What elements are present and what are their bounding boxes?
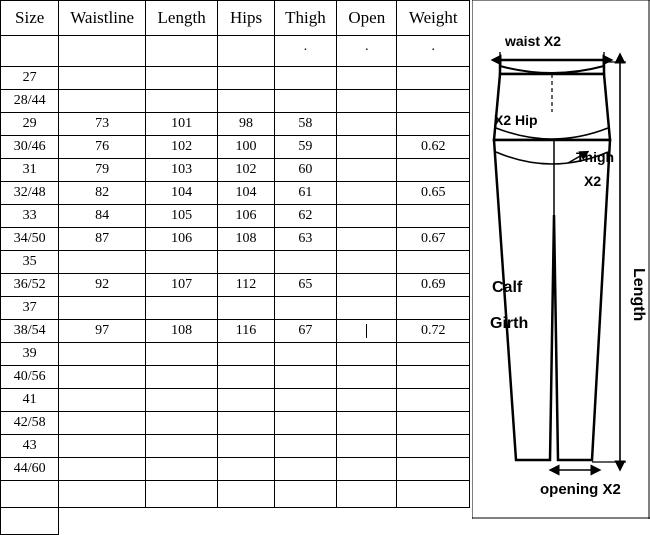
- cell-weight: 0.65: [397, 182, 470, 205]
- cell-thigh: [274, 90, 336, 113]
- cell-weight: [397, 205, 470, 228]
- label-girth: Girth: [490, 315, 529, 332]
- cell-length: 101: [145, 113, 217, 136]
- cell-thigh: [274, 366, 336, 389]
- label-length: Length: [630, 268, 647, 322]
- cell-weight: [397, 251, 470, 274]
- cell-waistline: 84: [59, 205, 146, 228]
- table-row[interactable]: [1, 274, 470, 297]
- cell-size: [1, 481, 59, 508]
- cell-length: [145, 508, 217, 535]
- cell-thigh: [274, 297, 336, 320]
- table-body: [1, 36, 470, 535]
- cell-waistline: [59, 36, 146, 67]
- cell-open: [337, 508, 397, 535]
- cell-open: [337, 274, 397, 297]
- label-opening: opening X2: [540, 481, 621, 498]
- cell-hips: [218, 67, 274, 90]
- cell-waistline: 82: [59, 182, 146, 205]
- cell-thigh: 61: [274, 182, 336, 205]
- cell-weight: [397, 508, 470, 535]
- cell-hips: [218, 366, 274, 389]
- cell-open: [337, 481, 397, 508]
- cell-weight: [397, 458, 470, 481]
- table-blank-row: [1, 508, 470, 535]
- cell-size: 41: [1, 389, 59, 412]
- cell-size: 33: [1, 205, 59, 228]
- cell-size: 42/58: [1, 412, 59, 435]
- text-cursor: [366, 324, 367, 338]
- cell-weight: [397, 435, 470, 458]
- table-row[interactable]: [1, 113, 470, 136]
- table-row[interactable]: [1, 297, 470, 320]
- waistband-shape: [500, 60, 604, 74]
- cell-waistline: [59, 481, 146, 508]
- cell-thigh: 63: [274, 228, 336, 251]
- table-row[interactable]: [1, 182, 470, 205]
- cell-waistline: 92: [59, 274, 146, 297]
- cell-size: 38/54: [1, 320, 59, 343]
- cell-waistline: [59, 435, 146, 458]
- column-header-thigh: Thigh: [274, 1, 336, 36]
- cell-open: [337, 67, 397, 90]
- cell-thigh: 67: [274, 320, 336, 343]
- cell-thigh: ·: [274, 36, 336, 67]
- cell-waistline: [59, 412, 146, 435]
- table-row[interactable]: [1, 159, 470, 182]
- cell-weight: [397, 481, 470, 508]
- table-row[interactable]: [1, 412, 470, 435]
- cell-weight: [397, 366, 470, 389]
- cell-size: 36/52: [1, 274, 59, 297]
- cell-hips: [218, 435, 274, 458]
- cell-waistline: 73: [59, 113, 146, 136]
- cell-thigh: 59: [274, 136, 336, 159]
- cell-hips: [218, 343, 274, 366]
- cell-size: 34/50: [1, 228, 59, 251]
- column-header-waistline: Waistline: [59, 1, 146, 36]
- cell-thigh: [274, 389, 336, 412]
- cell-waistline: 79: [59, 159, 146, 182]
- cell-waistline: [59, 366, 146, 389]
- cell-size: 27: [1, 67, 59, 90]
- cell-open: [337, 412, 397, 435]
- cell-weight: [397, 412, 470, 435]
- cell-waistline: [59, 508, 146, 535]
- table-row[interactable]: [1, 251, 470, 274]
- cell-open: [337, 343, 397, 366]
- table-row[interactable]: [1, 136, 470, 159]
- cell-open: [337, 366, 397, 389]
- diagram-svg: [472, 0, 650, 519]
- cell-weight: [397, 90, 470, 113]
- cell-length: [145, 67, 217, 90]
- cell-hips: [218, 251, 274, 274]
- cell-thigh: [274, 458, 336, 481]
- cell-length: [145, 481, 217, 508]
- table-row[interactable]: [1, 205, 470, 228]
- cell-thigh: 58: [274, 113, 336, 136]
- table-spacer-row: [1, 36, 470, 67]
- cell-length: [145, 36, 217, 67]
- cell-open: [337, 435, 397, 458]
- cell-thigh: 60: [274, 159, 336, 182]
- cell-weight: 0.62: [397, 136, 470, 159]
- table-blank-row: [1, 481, 470, 508]
- cell-hips: [218, 508, 274, 535]
- cell-length: [145, 343, 217, 366]
- table-row[interactable]: [1, 343, 470, 366]
- cell-weight: 0.72: [397, 320, 470, 343]
- table-row[interactable]: [1, 458, 470, 481]
- cell-hips: 98: [218, 113, 274, 136]
- cell-open: [337, 389, 397, 412]
- cell-waistline: [59, 389, 146, 412]
- cell-thigh: [274, 251, 336, 274]
- cell-length: 106: [145, 228, 217, 251]
- column-header-size: Size: [1, 1, 59, 36]
- cell-size: [1, 36, 59, 67]
- column-header-hips: Hips: [218, 1, 274, 36]
- cell-open: [337, 205, 397, 228]
- cell-hips: [218, 412, 274, 435]
- cell-waistline: [59, 343, 146, 366]
- cell-open: [337, 458, 397, 481]
- table-header-row: [1, 1, 470, 36]
- column-header-open: Open: [337, 1, 397, 36]
- cell-waistline: 76: [59, 136, 146, 159]
- cell-open: [337, 320, 397, 343]
- cell-waistline: [59, 90, 146, 113]
- cell-length: [145, 458, 217, 481]
- cell-weight: 0.69: [397, 274, 470, 297]
- cell-open: [337, 228, 397, 251]
- cell-length: 104: [145, 182, 217, 205]
- cell-hips: 108: [218, 228, 274, 251]
- cell-size: 31: [1, 159, 59, 182]
- cell-waistline: [59, 458, 146, 481]
- cell-size: 40/56: [1, 366, 59, 389]
- cell-hips: [218, 90, 274, 113]
- cell-open: [337, 182, 397, 205]
- cell-open: [337, 297, 397, 320]
- table-row[interactable]: [1, 366, 470, 389]
- cell-hips: 104: [218, 182, 274, 205]
- cell-length: 105: [145, 205, 217, 228]
- cell-hips: 102: [218, 159, 274, 182]
- column-header-length: Length: [145, 1, 217, 36]
- cell-size: 39: [1, 343, 59, 366]
- cell-thigh: 65: [274, 274, 336, 297]
- cell-weight: [397, 159, 470, 182]
- cell-weight: [397, 343, 470, 366]
- cell-thigh: 62: [274, 205, 336, 228]
- table-header: [1, 1, 470, 36]
- cell-length: 108: [145, 320, 217, 343]
- column-header-weight: Weight: [397, 1, 470, 36]
- table-row[interactable]: [1, 320, 470, 343]
- label-calf: Calf: [492, 279, 523, 296]
- cell-thigh: [274, 435, 336, 458]
- cell-weight: [397, 113, 470, 136]
- cell-waistline: [59, 297, 146, 320]
- cell-size: 35: [1, 251, 59, 274]
- cell-length: [145, 251, 217, 274]
- cell-thigh: [274, 481, 336, 508]
- cell-hips: 106: [218, 205, 274, 228]
- cell-thigh: [274, 412, 336, 435]
- cell-waistline: [59, 67, 146, 90]
- table-row[interactable]: [1, 389, 470, 412]
- trousers-measurement-diagram: [472, 0, 650, 519]
- cell-weight: 0.67: [397, 228, 470, 251]
- cell-size: [1, 508, 59, 535]
- cell-hips: [218, 297, 274, 320]
- table-row[interactable]: [1, 90, 470, 113]
- cell-weight: [397, 67, 470, 90]
- cell-open: [337, 251, 397, 274]
- cell-thigh: [274, 343, 336, 366]
- cell-size: 43: [1, 435, 59, 458]
- table-row[interactable]: [1, 67, 470, 90]
- label-waist: waist X2: [505, 33, 562, 49]
- cell-open: [337, 90, 397, 113]
- cell-size: 32/48: [1, 182, 59, 205]
- cell-thigh: [274, 508, 336, 535]
- cell-size: 44/60: [1, 458, 59, 481]
- label-thigh: Thigh: [576, 149, 615, 165]
- cell-hips: [218, 36, 274, 67]
- cell-size: 37: [1, 297, 59, 320]
- table-row[interactable]: [1, 228, 470, 251]
- cell-length: 107: [145, 274, 217, 297]
- cell-open: [337, 113, 397, 136]
- cell-length: [145, 389, 217, 412]
- cell-size: 30/46: [1, 136, 59, 159]
- cell-length: 102: [145, 136, 217, 159]
- cell-size: 29: [1, 113, 59, 136]
- cell-length: [145, 297, 217, 320]
- cell-length: [145, 366, 217, 389]
- cell-weight: [397, 389, 470, 412]
- cell-size: 28/44: [1, 90, 59, 113]
- cell-hips: 100: [218, 136, 274, 159]
- cell-length: [145, 90, 217, 113]
- cell-weight: [397, 297, 470, 320]
- table-row[interactable]: [1, 435, 470, 458]
- cell-waistline: 97: [59, 320, 146, 343]
- cell-waistline: [59, 251, 146, 274]
- cell-open: [337, 159, 397, 182]
- cell-open: [337, 136, 397, 159]
- cell-open: ·: [337, 36, 397, 67]
- cell-length: [145, 412, 217, 435]
- cell-hips: 116: [218, 320, 274, 343]
- label-thigh-x2: X2: [584, 173, 602, 189]
- cell-weight: ·: [397, 36, 470, 67]
- cell-hips: [218, 389, 274, 412]
- cell-hips: [218, 458, 274, 481]
- cell-length: 103: [145, 159, 217, 182]
- cell-waistline: 87: [59, 228, 146, 251]
- label-hip: X2 Hip: [494, 112, 538, 128]
- cell-hips: 112: [218, 274, 274, 297]
- cell-hips: [218, 481, 274, 508]
- cell-length: [145, 435, 217, 458]
- cell-thigh: [274, 67, 336, 90]
